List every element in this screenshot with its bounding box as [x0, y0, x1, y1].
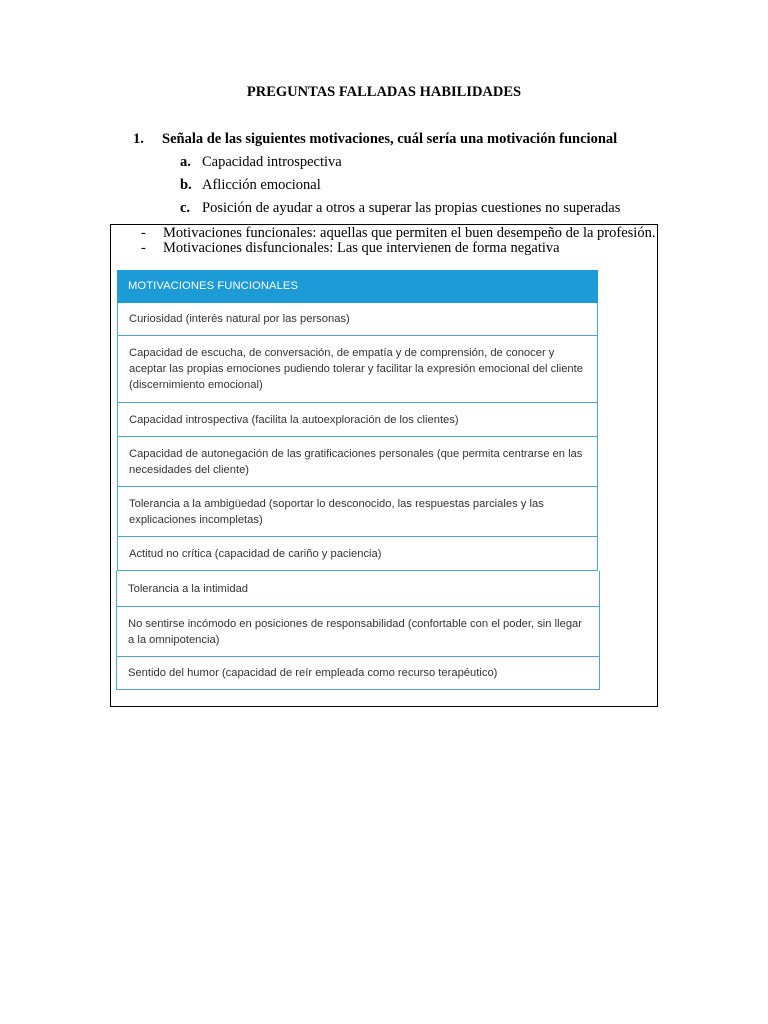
table-row: Tolerancia a la ambigüedad (soportar lo desconocido, las respuestas parciales y las explicaciones incompletas) [117, 487, 598, 537]
bullet: - [141, 225, 146, 241]
motivations-table [117, 270, 598, 690]
option-letter: a. [180, 154, 191, 170]
option-c [180, 200, 620, 217]
page-title: PREGUNTAS FALLADAS HABILIDADES [246, 84, 522, 100]
option-letter: c. [180, 200, 191, 216]
option-a [180, 154, 342, 171]
note-text: Motivaciones disfuncionales: Las que intervienen de forma negativa [163, 240, 560, 256]
question-text: Señala de las siguientes motivaciones, cuál sería una motivación funcional [162, 131, 618, 147]
table-row: Tolerancia a la intimidad [116, 571, 600, 607]
option-b [180, 177, 321, 194]
table-row: Capacidad introspectiva (facilita la autoexploración de los clientes) [117, 403, 598, 437]
table-row: Capacidad de escucha, de conversación, de empatía y de comprensión, de conocer y aceptar las propias emociones pudiendo tolerar y facilitar la expresión emocional del cliente (discernimiento emocional) [117, 336, 598, 403]
note-dysfunctional [141, 240, 560, 257]
table-row: Capacidad de autonegación de las gratificaciones personales (que permita centrarse en las necesidades del cliente) [117, 437, 598, 487]
option-text: Aflicción emocional [202, 177, 321, 193]
question-1 [133, 131, 617, 148]
table-row: Actitud no crítica (capacidad de cariño y paciencia) [117, 537, 598, 571]
question-number: 1. [133, 131, 144, 147]
table-row: No sentirse incómodo en posiciones de responsabilidad (confortable con el poder, sin llegar a la omnipotencia) [116, 607, 600, 657]
option-text: Posición de ayudar a otros a superar las propias cuestiones no superadas [202, 200, 621, 216]
option-letter: b. [180, 177, 192, 193]
table-row: Sentido del humor (capacidad de reír empleada como recurso terapéutico) [116, 657, 600, 690]
option-text: Capacidad introspectiva [202, 154, 342, 170]
bullet: - [141, 240, 146, 256]
table-row: Curiosidad (interés natural por las personas) [117, 303, 598, 336]
table-header: MOTIVACIONES FUNCIONALES [117, 270, 598, 303]
note-text: Motivaciones funcionales: aquellas que permiten el buen desempeño de la profesión. [163, 225, 656, 241]
